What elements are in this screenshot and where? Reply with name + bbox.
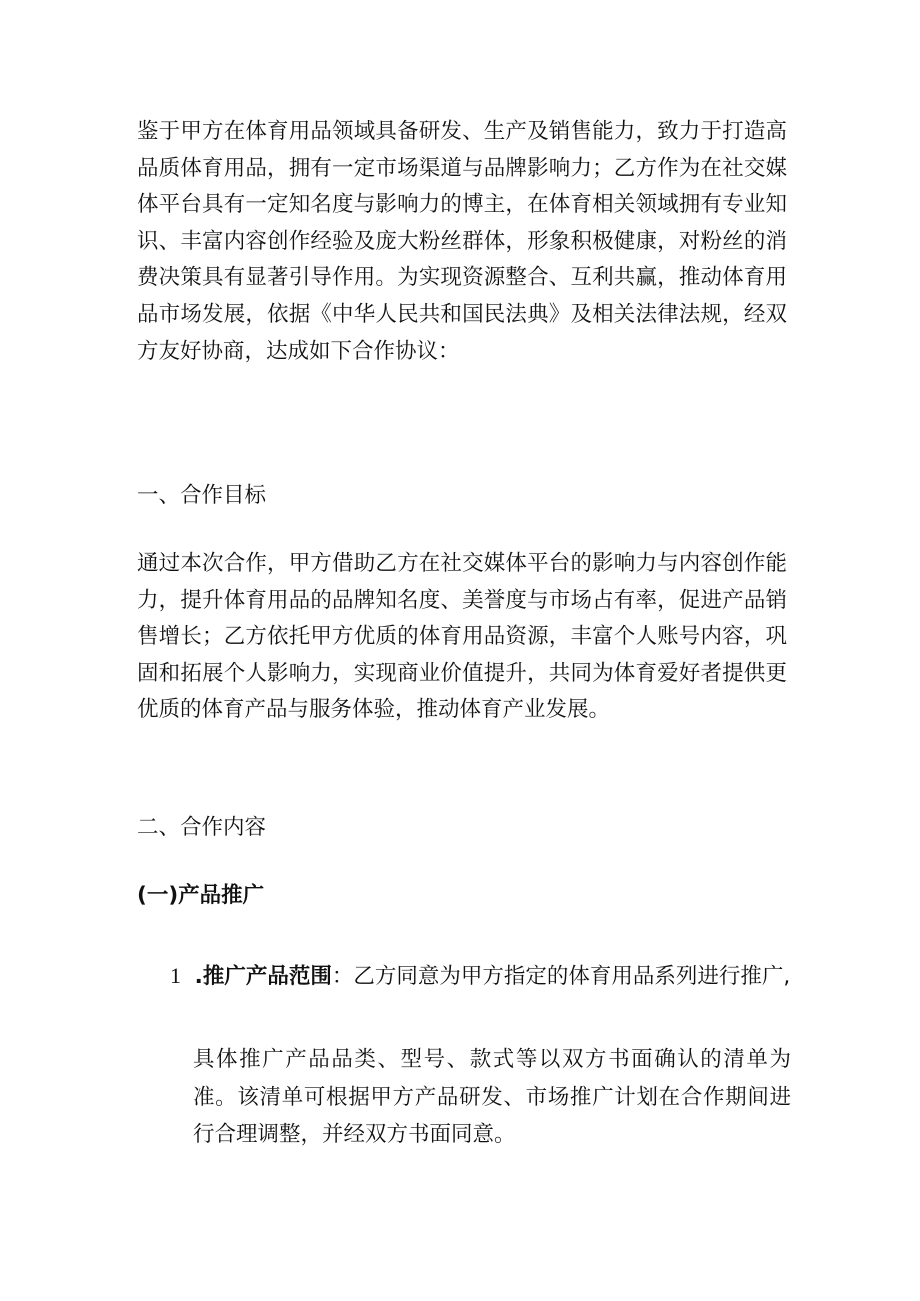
- list-item-1: [170, 960, 790, 993]
- intro-paragraph: 鉴于甲方在体育用品领域具备研发、生产及销售能力，致力于打造高品质体育用品，拥有一定市场渠道与品牌影响力；乙方作为在社交媒体平台具有一定知名度与影响力的博主，在体育相关领域拥有专业知识、丰富内容创作经验及庞大粉丝群体，形象积极健康，对粉丝的消费决策具有显著引导作用。为实现资源整合、互利共赢，推动体育用品市场发展，依据《中华人民共和国民法典》及相关法律法规，经双方友好协商，达成如下合作协议：: [137, 119, 787, 364]
- section-heading-goals: 一、合作目标: [137, 483, 267, 508]
- section-heading-content: 二、合作内容: [137, 815, 267, 840]
- list-item-body: 具体推广产品品类、型号、款式等以双方书面确认的清单为准。该清单可根据甲方产品研发、市场推广计划在合作期间进行合理调整，并经双方书面同意。: [193, 1047, 791, 1147]
- subsection-heading-promotion: (一)产品推广: [137, 883, 265, 908]
- goals-paragraph: 通过本次合作，甲方借助乙方在社交媒体平台的影响力与内容创作能力，提升体育用品的品牌知名度、美誉度与市场占有率，促进产品销售增长；乙方依托甲方优质的体育用品资源，丰富个人账号内容，巩固和拓展个人影响力，实现商业价值提升，共同为体育爱好者提供更优质的体育产品与服务体验，推动体育产业发展。: [137, 551, 787, 723]
- list-item-number: 1: [170, 963, 181, 988]
- list-item-lead-text: ：乙方同意为甲方指定的体育用品系列进行推广,: [331, 964, 791, 989]
- list-item-title: .推广产品范围: [194, 964, 332, 989]
